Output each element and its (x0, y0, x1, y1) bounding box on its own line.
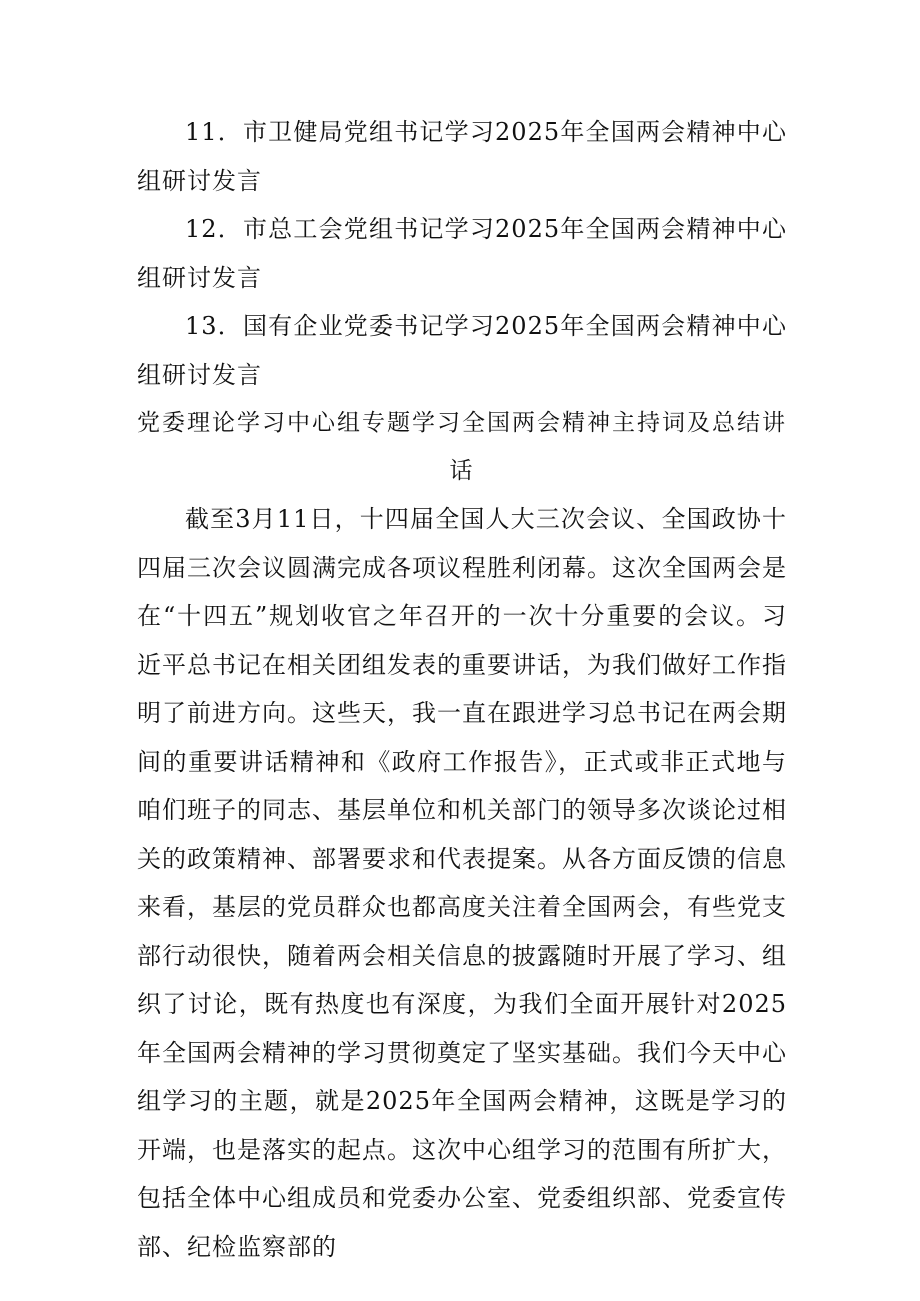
body-paragraph: 截至3月11日，十四届全国人大三次会议、全国政协十四届三次会议圆满完成各项议程胜利闭幕。这次全国两会是在“十四五”规划收官之年召开的一次十分重要的会议。习近平总书记在相关团组发表的重要讲话，为我们做好工作指明了前进方向。这些天，我一直在跟进学习总书记在两会期间的重要讲话精神和《政府工作报告》，正式或非正式地与咱们班子的同志、基层单位和机关部门的领导多次谈论过相关的政策精神、部署要求和代表提案。从各方面反馈的信息来看，基层的党员群众也都高度关注着全国两会，有些党支部行动很快，随着两会相关信息的披露随时开展了学习、组织了讨论，既有热度也有深度，为我们全面开展针对2025年全国两会精神的学习贯彻奠定了坚实基础。我们今天中心组学习的主题，就是2025年全国两会精神，这既是学习的开端，也是落实的起点。这次中心组学习的范围有所扩大，包括全体中心组成员和党委办公室、党委组织部、党委宣传部、纪检监察部的 (137, 505, 787, 1261)
document-content (137, 108, 787, 1271)
list-item-12: 12．市总工会党组书记学习2025年全国两会精神中心组研讨发言 (137, 215, 787, 292)
list-item-11: 11．市卫健局党组书记学习2025年全国两会精神中心组研讨发言 (137, 118, 787, 195)
document-title: 党委理论学习中心组专题学习全国两会精神主持词及总结讲话 (137, 410, 787, 484)
list-item-13: 13．国有企业党委书记学习2025年全国两会精神中心组研讨发言 (137, 312, 787, 389)
